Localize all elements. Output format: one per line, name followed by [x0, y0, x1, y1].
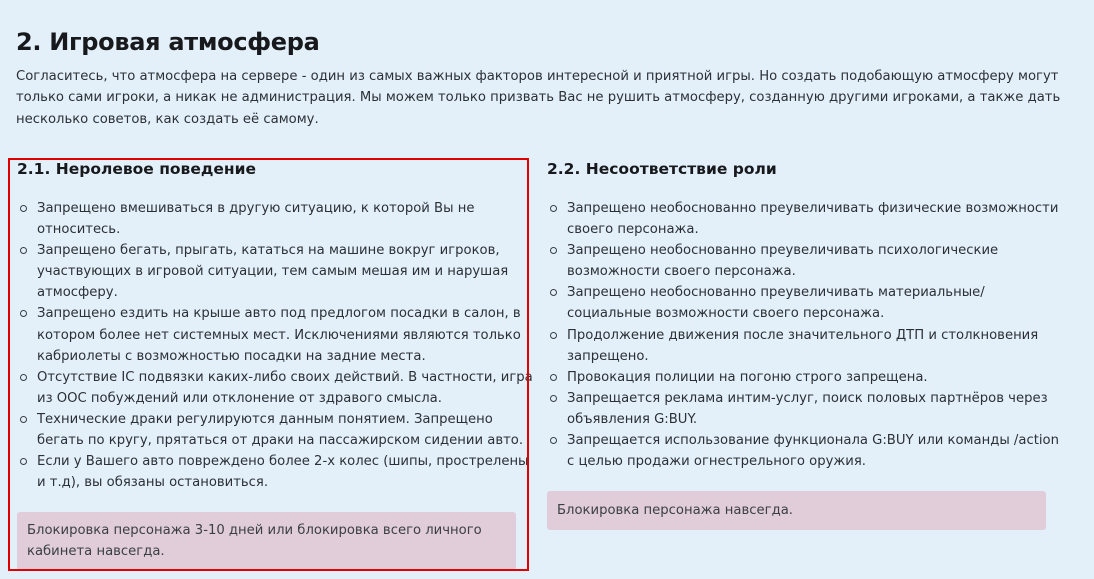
section-intro: Согласитесь, что атмосфера на сервере - один из самых важных факторов интересной и приятной игры. Но создать подобающую атмосферу могут только сами игроки, а никак не администрация. Мы можем только призвать Вас не рушить атмосферу, созданную другими игроками, а также дать несколько советов, как создать её самому.: [16, 69, 1061, 127]
rule-item: Запрещено вмешиваться в другую ситуацию, к которой Вы не относитесь.: [17, 198, 535, 240]
rule-item: Запрещено ездить на крыше авто под предлогом посадки в салон, в котором более нет системных мест. Исключениями являются только кабриолеты с возможностью посадки на задние места.: [17, 303, 535, 366]
section-title: 2. Игровая атмосфера: [16, 28, 320, 56]
rule-item: Запрещается использование функционала G:BUY или команды /action с целью продажи огнестрельного оружия.: [547, 430, 1067, 472]
rule-item: Запрещено необоснованно преувеличивать физические возможности своего персонажа.: [547, 198, 1067, 240]
rule-block-title: 2.2. Несоответствие роли: [547, 160, 777, 178]
rule-list: [17, 198, 535, 493]
rule-item: Технические драки регулируются данным понятием. Запрещено бегать по кругу, прятаться от драки на пассажирском сидении авто.: [17, 409, 535, 451]
penalty-notice: Блокировка персонажа навсегда.: [547, 491, 1046, 530]
rule-block-title: 2.1. Неролевое поведение: [17, 160, 256, 178]
rule-item: Запрещено необоснованно преувеличивать материальные/ социальные возможности своего персонажа.: [547, 282, 1067, 324]
rule-item: Запрещено бегать, прыгать, кататься на машине вокруг игроков, участвующих в игровой ситуации, тем самым мешая им и нарушая атмосферу.: [17, 240, 535, 303]
rule-block-nonrp-behavior: [17, 158, 533, 491]
rule-block-role-mismatch: [547, 158, 1067, 470]
rule-item: Если у Вашего авто повреждено более 2-х колес (шипы, прострелены и т.д), вы обязаны остановиться.: [17, 451, 535, 493]
rule-item: Запрещается реклама интим-услуг, поиск половых партнёров через объявления G:BUY.: [547, 388, 1067, 430]
rule-list: [547, 198, 1067, 472]
rule-item: Продолжение движения после значительного ДТП и столкновения запрещено.: [547, 325, 1067, 367]
rule-item: Провокация полиции на погоню строго запрещена.: [547, 367, 1067, 388]
rule-item: Запрещено необоснованно преувеличивать психологические возможности своего персонажа.: [547, 240, 1067, 282]
penalty-notice: Блокировка персонажа 3-10 дней или блокировка всего личного кабинета навсегда.: [17, 512, 516, 570]
rule-item: Отсутствие IC подвязки каких-либо своих действий. В частности, игра из OOC побуждений или отклонение от здравого смысла.: [17, 367, 535, 409]
